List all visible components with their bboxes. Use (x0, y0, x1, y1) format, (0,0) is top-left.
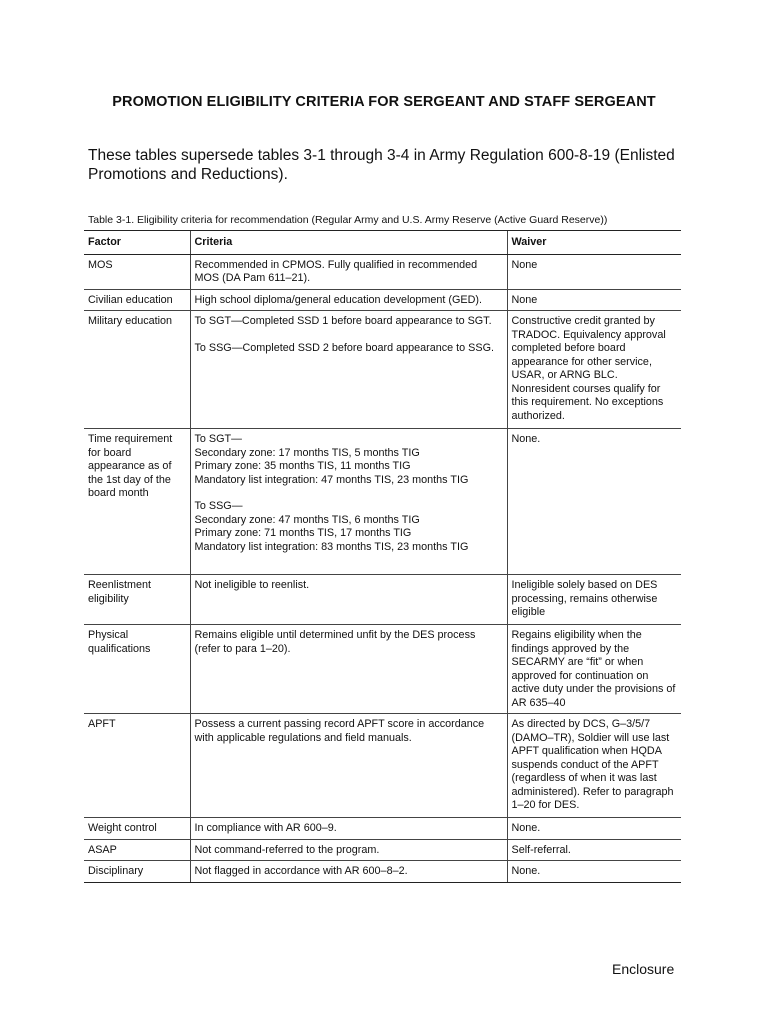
table-row (84, 818, 681, 840)
factor-cell: Reenlistment eligibility (84, 575, 190, 625)
table-row (84, 625, 681, 714)
criteria-cell (190, 289, 507, 311)
factor-cell: Disciplinary (84, 861, 190, 883)
criteria-text: To SSG—Completed SSD 2 before board appearance to SSG. (194, 341, 494, 354)
criteria-cell (190, 429, 507, 575)
criteria-text: Not ineligible to reenlist. (194, 579, 310, 591)
criteria-text: Not command-referred to the program. (194, 843, 380, 856)
waiver-cell: None. (507, 861, 681, 883)
criteria-cell (190, 714, 507, 818)
criteria-text: Possess a current passing record APFT score in accordance with applicable regulations and field manuals. (194, 718, 485, 744)
criteria-cell (190, 254, 507, 289)
table-row (84, 861, 681, 883)
criteria-cell (190, 625, 507, 714)
waiver-cell: Self-referral. (507, 839, 681, 861)
criteria-text: In compliance with AR 600–9. (194, 822, 337, 834)
header-waiver: Waiver (507, 231, 681, 255)
table-row (84, 839, 681, 861)
table-row (84, 429, 681, 575)
factor-cell: Military education (84, 311, 190, 429)
criteria-cell (190, 575, 507, 625)
waiver-cell: Constructive credit granted by TRADOC. Equivalency approval completed before board appearance for other service, USAR, or ARNG BLC. Nonresident courses qualify for this requirement. No exceptions authorized. (507, 311, 681, 429)
criteria-cell (190, 861, 507, 883)
enclosure-label: Enclosure (612, 961, 675, 977)
waiver-cell: None (507, 254, 681, 289)
waiver-cell: None. (507, 429, 681, 575)
intro-paragraph: These tables supersede tables 3-1 through 3-4 in Army Regulation 600-8-19 (Enlisted Promotions and Reductions). (88, 147, 675, 183)
factor-cell: Physical qualifications (84, 625, 190, 714)
criteria-text: Recommended in CPMOS. Fully qualified in recommended MOS (DA Pam 611–21). (194, 258, 478, 284)
criteria-text: To SGT—Completed SSD 1 before board appearance to SGT. (194, 315, 492, 327)
table-row (84, 289, 681, 311)
table-caption: Table 3-1. Eligibility criteria for recommendation (Regular Army and U.S. Army Reserve (Active Guard Reserve)) (88, 214, 608, 226)
header-criteria: Criteria (190, 231, 507, 255)
waiver-cell: None (507, 289, 681, 311)
criteria-text: To SSG— Secondary zone: 47 months TIS, 6 months TIG Primary zone: 71 months TIS, 17 months TIG Mandatory list integration: 83 months TIS, 23 months TIG (194, 500, 469, 553)
criteria-cell (190, 818, 507, 840)
page-title: PROMOTION ELIGIBILITY CRITERIA FOR SERGEANT AND STAFF SERGEANT (112, 94, 656, 110)
waiver-cell: Ineligible solely based on DES processing, remains otherwise eligible (507, 575, 681, 625)
table-row (84, 575, 681, 625)
criteria-text: Remains eligible until determined unfit by the DES process (refer to para 1–20). (194, 629, 476, 655)
header-factor: Factor (84, 231, 190, 255)
waiver-cell: Regains eligibility when the findings approved by the SECARMY are “fit” or when approved for continuation on active duty under the provisions of AR 635–40 (507, 625, 681, 714)
factor-cell: APFT (84, 714, 190, 818)
factor-cell: Time requirement for board appearance as of the 1st day of the board month (84, 429, 190, 575)
criteria-text: To SGT— Secondary zone: 17 months TIS, 5 months TIG Primary zone: 35 months TIS, 11 months TIG Mandatory list integration: 47 months TIS, 23 months TIG (194, 433, 469, 486)
table-header-row (84, 231, 681, 255)
factor-cell: ASAP (84, 839, 190, 861)
criteria-text: Not flagged in accordance with AR 600–8–2. (194, 865, 408, 877)
waiver-cell: None. (507, 818, 681, 840)
waiver-cell: As directed by DCS, G–3/5/7 (DAMO–TR), Soldier will use last APFT qualification when HQDA suspends conduct of the APFT (regardless of when it was last administered). Refer to paragraph 1–20 for DES. (507, 714, 681, 818)
factor-cell: Civilian education (84, 289, 190, 311)
table-row (84, 254, 681, 289)
eligibility-table (84, 230, 681, 883)
criteria-cell (190, 311, 507, 429)
table-row (84, 311, 681, 429)
factor-cell: MOS (84, 254, 190, 289)
criteria-cell (190, 839, 507, 861)
criteria-text: High school diploma/general education development (GED). (194, 293, 482, 306)
table-row (84, 714, 681, 818)
factor-cell: Weight control (84, 818, 190, 840)
